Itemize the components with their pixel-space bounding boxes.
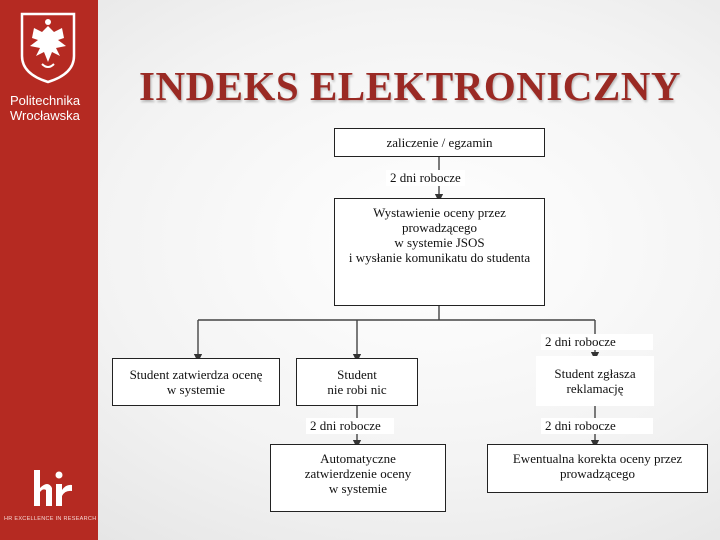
hr-caption: HR EXCELLENCE IN RESEARCH — [4, 516, 97, 522]
node-auto-confirm-line-3: w systemie — [328, 481, 388, 496]
node-grading-line-4: i wysłanie komunikatu do studenta — [348, 250, 531, 265]
node-auto-confirm — [270, 444, 446, 512]
node-student-inactive — [296, 358, 418, 406]
edge-label-exam-to-grading: 2 dni robocze — [386, 170, 465, 186]
node-student-confirms-line-2: w systemie — [166, 382, 226, 397]
university-name-line-1: Politechnika — [10, 93, 81, 108]
node-auto-confirm-line-2: zatwierdzenie oceny — [304, 466, 412, 481]
edge-label-complaint-to-correction: 2 dni robocze — [541, 418, 653, 434]
node-student-complains — [536, 356, 654, 406]
node-exam — [334, 128, 545, 157]
node-grading — [334, 198, 545, 306]
node-student-confirms — [112, 358, 280, 406]
node-student-complains-line-2: reklamację — [566, 381, 624, 396]
node-correction-line-1: Ewentualna korekta oceny przez — [512, 451, 683, 466]
node-student-inactive-line-2: nie robi nic — [327, 382, 387, 397]
node-correction-line-2: prowadzącego — [559, 466, 636, 481]
node-correction — [487, 444, 708, 493]
edge-label-inactive-to-auto: 2 dni robocze — [306, 418, 394, 434]
edge-label-grading-branches: 2 dni robocze — [541, 334, 653, 350]
node-student-confirms-line-1: Student zatwierdza ocenę — [129, 367, 263, 382]
node-auto-confirm-line-1: Automatyczne — [320, 451, 396, 466]
node-student-inactive-line-1: Student — [337, 367, 377, 382]
university-name-line-2: Wrocławska — [10, 108, 80, 123]
page-title: INDEKS ELEKTRONICZNY — [139, 63, 681, 109]
node-grading-line-3: w systemie JSOS — [394, 235, 485, 250]
node-grading-line-2: prowadzącego — [401, 220, 478, 235]
node-exam-text: zaliczenie / egzamin — [386, 135, 493, 150]
node-grading-line-1: Wystawienie oceny przez — [373, 205, 506, 220]
node-student-complains-line-1: Student zgłasza — [554, 366, 636, 381]
